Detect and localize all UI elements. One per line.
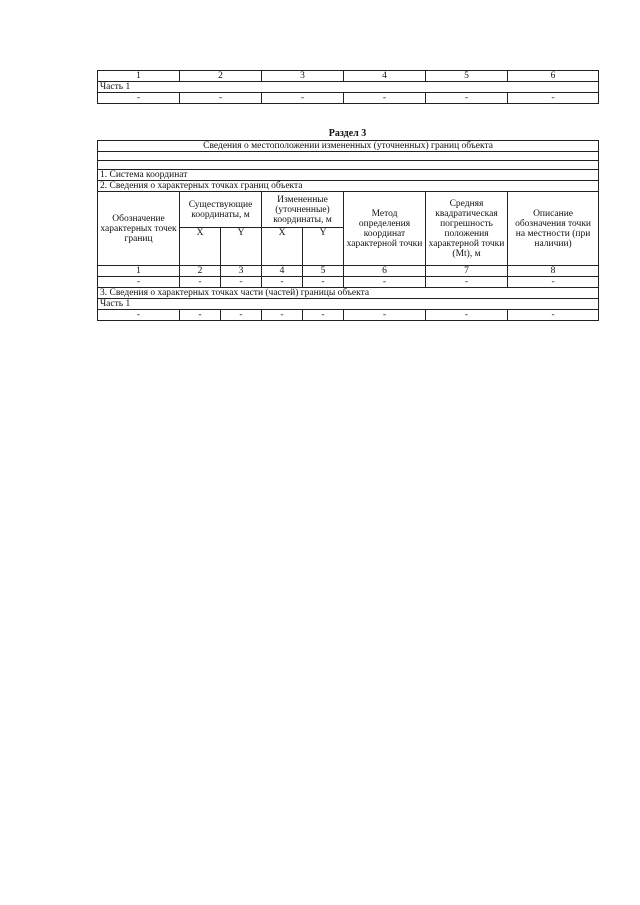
table-cell: -	[221, 277, 262, 288]
parts-label: 3. Сведения о характерных точках части (частей) границы объекта	[98, 288, 599, 299]
col-number: 2	[180, 266, 221, 277]
col-number: 5	[426, 71, 508, 82]
table-cell: -	[303, 277, 344, 288]
top-table-part-row	[98, 82, 599, 93]
empty-row	[98, 161, 599, 170]
header-error: Средняя квадратическая погрешность положения характерной точки (Mt), м	[426, 192, 508, 266]
header-method: Метод определения координат характерной точки	[344, 192, 426, 266]
col-number: 1	[98, 266, 180, 277]
table-row	[98, 277, 599, 288]
table-cell: -	[426, 277, 508, 288]
col-number: 3	[262, 71, 344, 82]
col-number: 2	[180, 71, 262, 82]
col-number: 8	[508, 266, 599, 277]
header-changed: Измененные (уточненные) координаты, м	[262, 192, 344, 228]
table-cell: -	[180, 93, 262, 104]
table-cell: -	[303, 310, 344, 321]
table-cell: -	[221, 310, 262, 321]
header-x: X	[262, 228, 303, 266]
table-cell: -	[508, 277, 599, 288]
header-x: X	[180, 228, 221, 266]
points-label-row	[98, 181, 599, 192]
table-cell: -	[180, 310, 221, 321]
section-table	[97, 140, 599, 321]
empty-row	[98, 152, 599, 161]
table-title-row	[98, 141, 599, 152]
empty-cell	[98, 161, 599, 170]
col-numbers-row	[98, 266, 599, 277]
col-number: 7	[426, 266, 508, 277]
points-label: 2. Сведения о характерных точках границ объекта	[98, 181, 599, 192]
table-cell: -	[426, 93, 508, 104]
col-number: 1	[98, 71, 180, 82]
table-cell: -	[262, 277, 303, 288]
col-number: 4	[262, 266, 303, 277]
coord-system-row	[98, 170, 599, 181]
table-title: Сведения о местоположении измененных (уточненных) границ объекта	[98, 141, 599, 152]
table-cell: -	[426, 310, 508, 321]
table-cell: -	[262, 93, 344, 104]
table-cell: -	[344, 310, 426, 321]
col-number: 4	[344, 71, 426, 82]
header-y: Y	[303, 228, 344, 266]
header-y: Y	[221, 228, 262, 266]
table-cell: -	[262, 310, 303, 321]
table-cell: -	[98, 277, 180, 288]
top-table	[97, 70, 599, 104]
col-number: 6	[344, 266, 426, 277]
table-cell: -	[344, 93, 426, 104]
header-designation: Обозначение характерных точек границ	[98, 192, 180, 266]
table-row	[98, 310, 599, 321]
col-number: 6	[508, 71, 599, 82]
section-title: Раздел 3	[328, 128, 367, 139]
top-table-dash-row	[98, 93, 599, 104]
empty-cell	[98, 152, 599, 161]
table-cell: -	[508, 310, 599, 321]
table-cell: -	[508, 93, 599, 104]
table-cell: -	[344, 277, 426, 288]
table-cell: -	[98, 310, 180, 321]
table-cell: -	[98, 93, 180, 104]
part-label: Часть 1	[98, 82, 599, 93]
part-row	[98, 299, 599, 310]
table-cell: -	[180, 277, 221, 288]
parts-label-row	[98, 288, 599, 299]
header-existing: Существующие координаты, м	[180, 192, 262, 228]
top-table-header-row	[98, 71, 599, 82]
part-label: Часть 1	[98, 299, 599, 310]
coord-system-label: 1. Система координат	[98, 170, 599, 181]
header-description: Описание обозначения точки на местности (при наличии)	[508, 192, 599, 266]
header-row-1	[98, 192, 599, 228]
col-number: 3	[221, 266, 262, 277]
col-number: 5	[303, 266, 344, 277]
